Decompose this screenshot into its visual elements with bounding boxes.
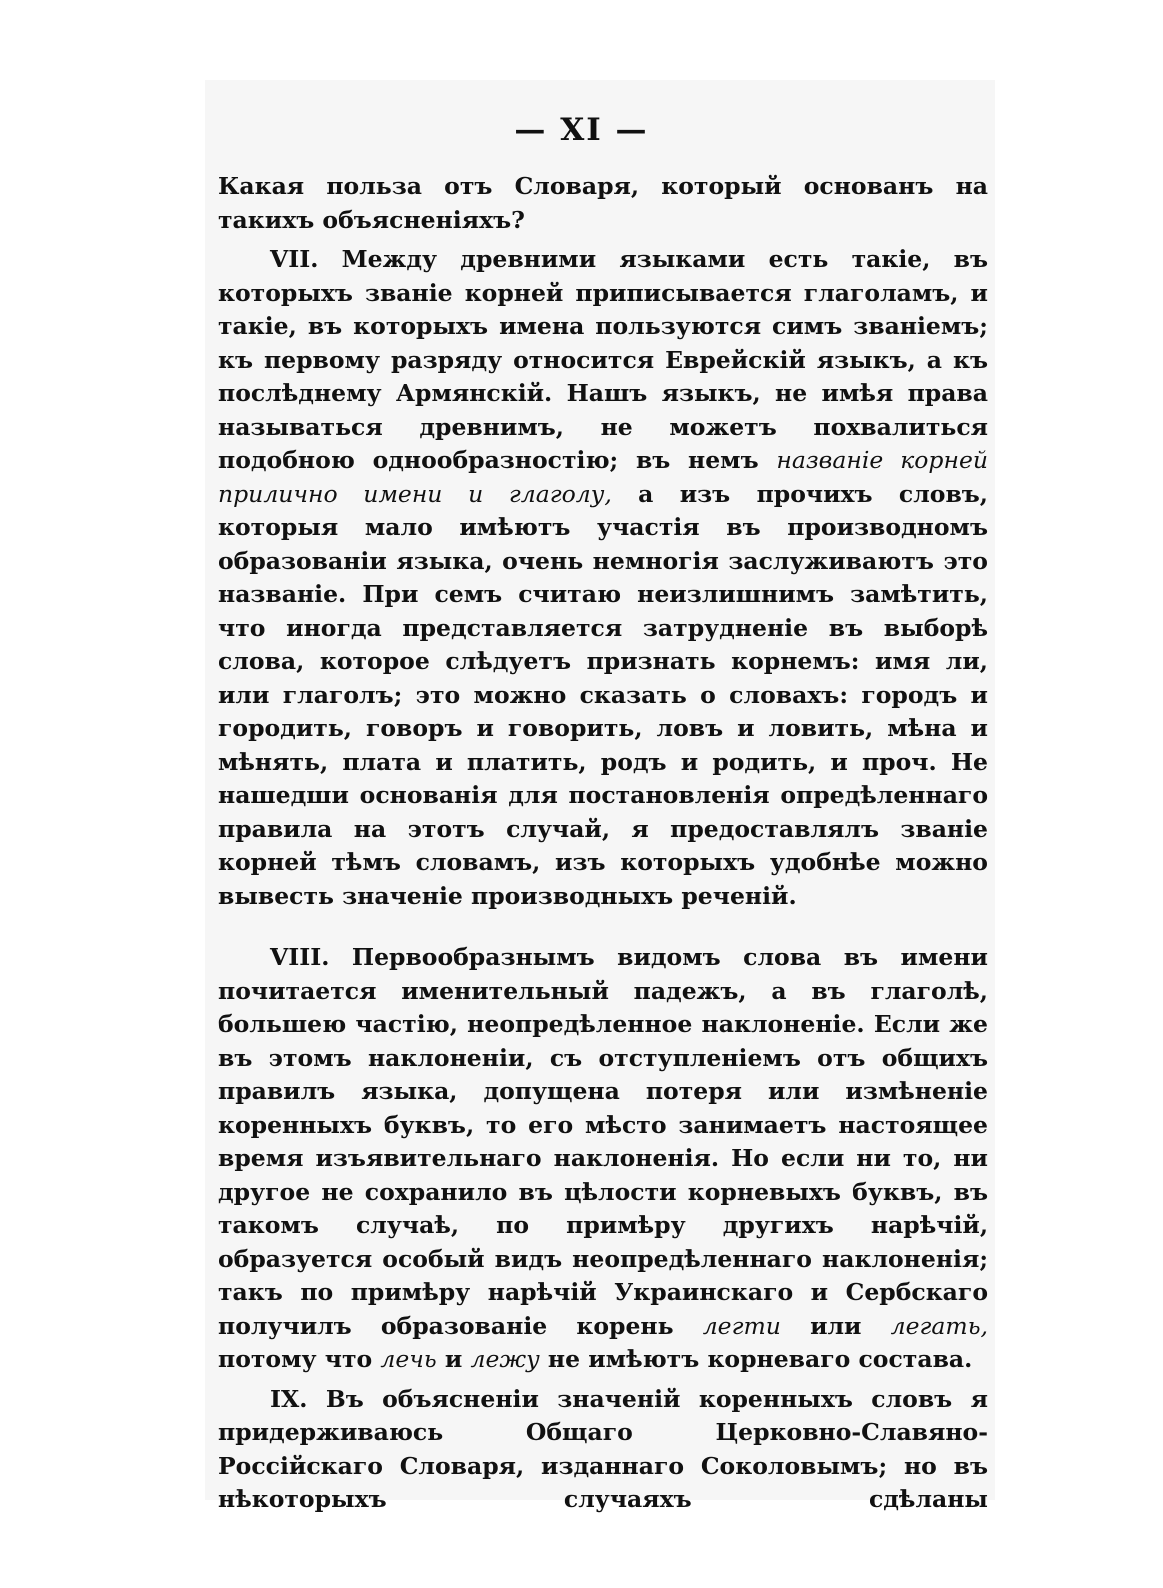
paragraph-viii-part-3: потому что <box>218 1345 373 1373</box>
paragraph-viii-part-4: и <box>444 1345 463 1373</box>
paragraph-viii-emphasis-2: легать, <box>890 1311 988 1340</box>
paragraph-viii-emphasis-3: лечь <box>380 1345 437 1373</box>
paragraph-vii-part-1: VII. Между древними языками есть такіе, въ которыхъ званіе корней приписывается глаголамъ, и такіе, въ которыхъ имена пользуются симъ званіемъ; къ первому разряду относится Еврейскій языкъ, а къ послѣднему Армянскій. Нашъ языкъ, не имѣя права называться древнимъ, не можетъ похвалиться подобною однообразностію; въ немъ <box>218 245 988 474</box>
paragraph-vii <box>218 243 988 913</box>
paragraph-viii-part-1: VIII. Первообразнымъ видомъ слова въ имени почитается именительный падежъ, а въ глаголѣ, большею частію, неопредѣленное наклоненіе. Если же въ этомъ наклоненіи, съ отступленіемъ отъ общихъ правилъ языка, допущена потеря или измѣненіе коренныхъ буквъ, то его мѣсто занимаетъ настоящее время изъявительнаго наклоненія. Но если ни то, ни другое не сохранило въ цѣлости корневыхъ буквъ, въ такомъ случаѣ, по примѣру другихъ нарѣчій, образуется особый видъ неопредѣленнаго наклоненія; такъ по примѣру нарѣчій Украинскаго и Сербскаго получилъ образованіе корень <box>218 943 988 1340</box>
paragraph-viii-emphasis-4: лежу <box>470 1345 540 1373</box>
paragraph-viii-part-2: или <box>810 1311 862 1340</box>
paragraph-viii-emphasis-1: легти <box>702 1311 781 1340</box>
paragraph-vii-part-2: а изъ прочихъ словъ, которыя мало имѣютъ участія въ производномъ образованіи языка, очень немногія заслуживаютъ это названіе. При семъ считаю неизлишнимъ замѣтить, что иногда представляется затрудненіе въ выборѣ слова, которое слѣдуетъ признать корнемъ: имя ли, или глаголъ; это можно сказать о словахъ: городъ и городить, говоръ и говорить, ловъ и ловить, мѣна и мѣнять, плата и платить, родъ и родить, и проч. Не нашедши основанія для постановленія опредѣленнаго правила на этотъ случай, я предоставлялъ званіе корней тѣмъ словамъ, изъ которыхъ удобнѣе можно вывесть значеніе производныхъ реченій. <box>218 479 988 910</box>
paragraph-ix: IX. Въ объясненіи значеній коренныхъ словъ я придерживаюсь Общаго Церковно-Славяно-Россійскаго Словаря, изданнаго Соколовымъ; но въ нѣкоторыхъ случаяхъ сдѣланы <box>218 1384 988 1513</box>
page-number: — XI — <box>514 112 649 148</box>
body-text <box>218 170 988 1517</box>
paragraph-vii-emphasis: названіе корней прилично имени и глаголу, <box>218 446 988 508</box>
paragraph-viii-part-5: не имѣютъ корневаго состава. <box>547 1345 973 1373</box>
paragraph-viii <box>218 941 988 1377</box>
intro-paragraph: Какая польза отъ Словаря, который основанъ на такихъ объясненіяхъ? <box>218 172 988 234</box>
